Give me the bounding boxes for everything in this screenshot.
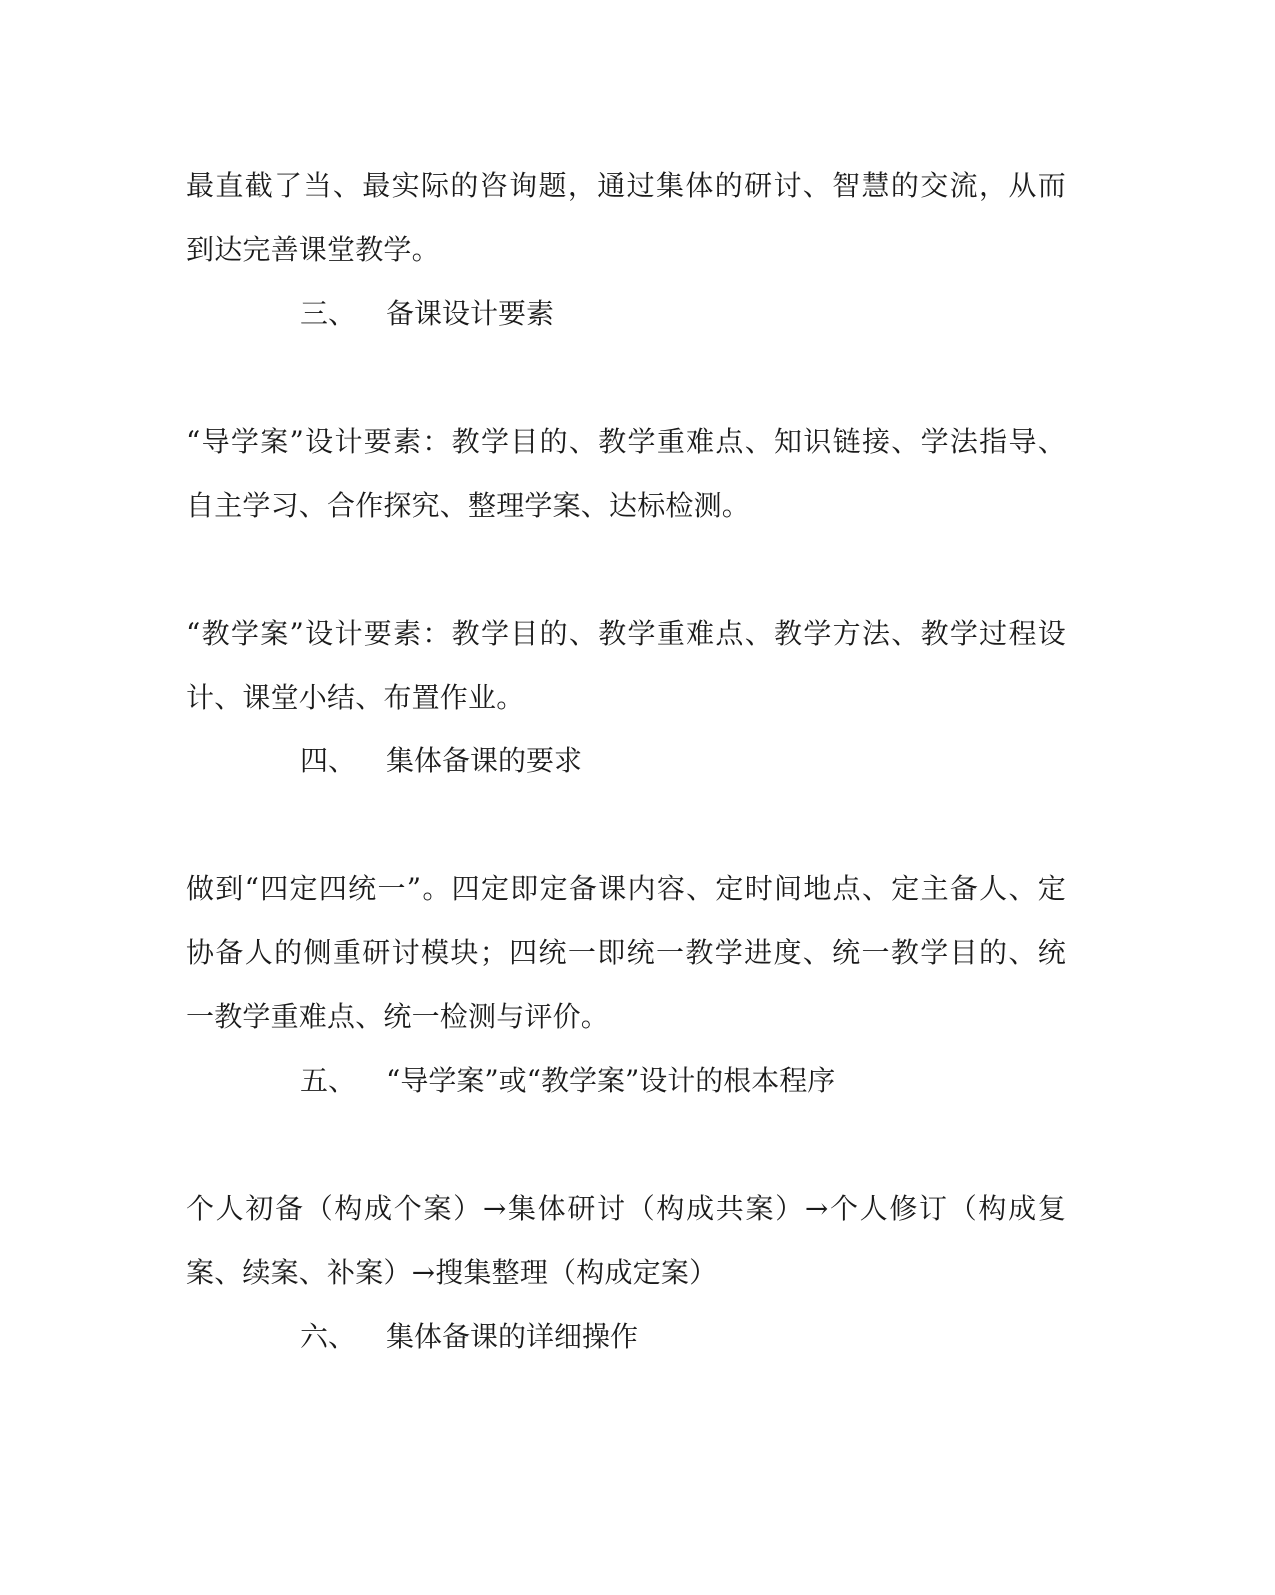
paragraph-line: 一教学重难点、统一检测与评价。: [186, 1000, 610, 1033]
section-heading-5: [300, 1061, 835, 1101]
section-title: 集体备课的要求: [386, 744, 583, 777]
paragraph-line: 案、续案、补案）→搜集整理（构成定案）: [186, 1256, 718, 1289]
paragraph-line: 最直截了当、最实际的咨询题，通过集体的研讨、智慧的交流，从而: [186, 169, 1066, 202]
paragraph-line: 到达完善课堂教学。: [186, 233, 440, 266]
section-heading-4: [300, 741, 582, 781]
section-number: 六、: [300, 1320, 357, 1353]
paragraph-line: 协备人的侧重研讨模块；四统一即统一教学进度、统一教学目的、统: [186, 936, 1066, 969]
paragraph-line: 计、课堂小结、布置作业。: [186, 681, 525, 714]
section-number: 三、: [300, 297, 357, 330]
section-title: “导学案”或“教学案”设计的根本程序: [386, 1064, 836, 1097]
section-title: 集体备课的详细操作: [386, 1320, 639, 1353]
paragraph-line: “导学案”设计要素：教学目的、教学重难点、知识链接、学法指导、: [186, 425, 1066, 458]
section-number: 四、: [300, 744, 357, 777]
section-title: 备课设计要素: [386, 297, 555, 330]
paragraph-line: 个人初备（构成个案）→集体研讨（构成共案）→个人修订（构成复: [186, 1192, 1066, 1225]
paragraph-line: “教学案”设计要素：教学目的、教学重难点、教学方法、教学过程设: [186, 617, 1066, 650]
section-heading-6: [300, 1317, 638, 1357]
section-heading-3: [300, 294, 554, 334]
paragraph-line: 自主学习、合作探究、整理学案、达标检测。: [186, 489, 751, 522]
paragraph-line: 做到“四定四统一”。四定即定备课内容、定时间地点、定主备人、定: [186, 872, 1066, 905]
section-number: 五、: [300, 1064, 357, 1097]
